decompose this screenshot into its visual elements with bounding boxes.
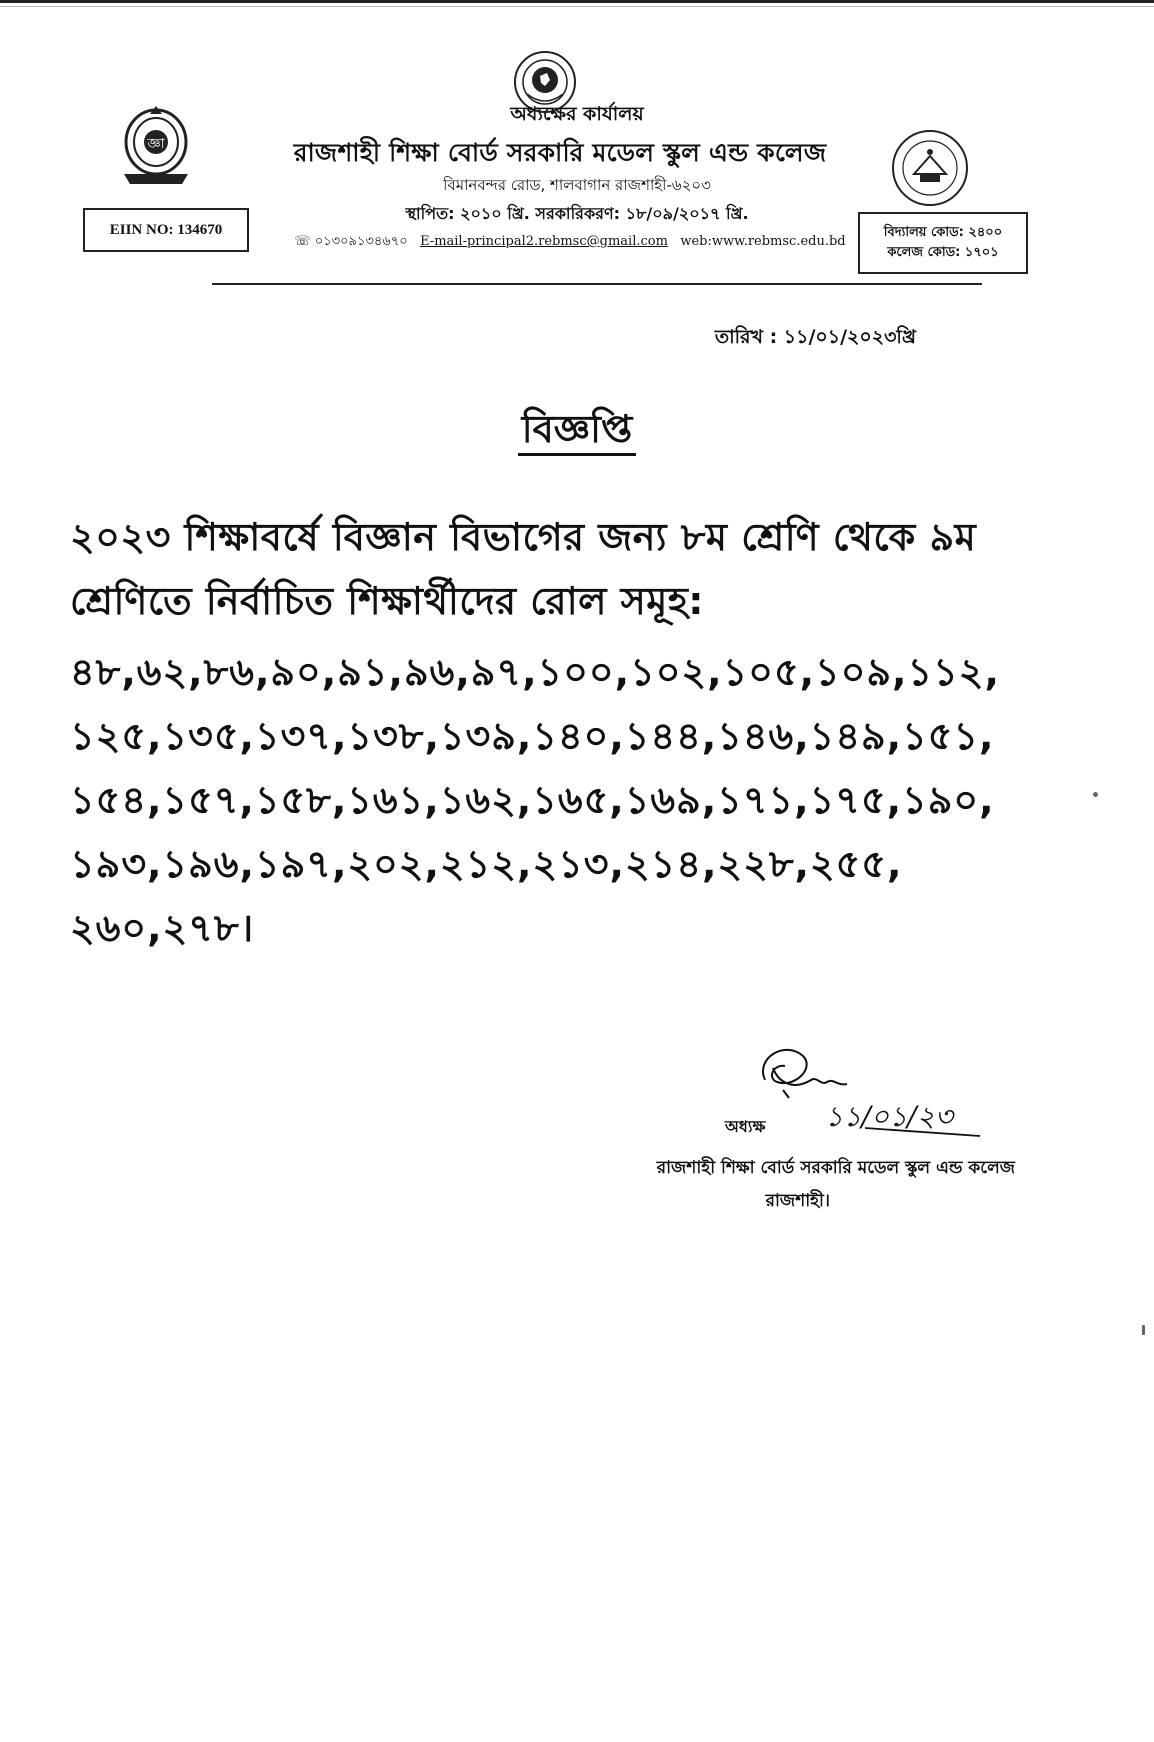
scan-speck bbox=[1093, 792, 1098, 797]
institution-codes-box bbox=[858, 212, 1028, 274]
college-code: কলেজ কোড: ১৭০১ bbox=[887, 245, 999, 260]
scan-edge-line-faint bbox=[0, 6, 1154, 7]
eiin-box bbox=[83, 208, 249, 252]
roll-line: ২৬০,২৭৮। bbox=[70, 906, 255, 950]
scan-edge-line bbox=[0, 0, 1154, 3]
svg-text:জ্ঞা: জ্ঞা bbox=[147, 136, 165, 152]
signature-date: ১১/০১/২৩ bbox=[825, 1100, 953, 1133]
phone-icon: ☏ bbox=[294, 234, 311, 249]
roll-line: ১৯৩,১৯৬,১৯৭,২০২,২১২,২১৩,২১৪,২২৮,২৫৫, bbox=[70, 842, 903, 886]
signatory-city: রাজশাহী। bbox=[765, 1191, 830, 1211]
notice-title-text: বিজ্ঞপ্তি bbox=[518, 407, 637, 456]
notice-date: তারিখ : ১১/০১/২০২৩খ্রি bbox=[714, 326, 916, 348]
school-code: বিদ্যালয় কোড: ২৪০০ bbox=[883, 224, 1003, 240]
eiin-number: EIIN NO: 134670 bbox=[109, 221, 223, 238]
roll-number-list bbox=[70, 640, 1070, 960]
notice-body: ২০২৩ শিক্ষাবর্ষে বিজ্ঞান বিভাগের জন্য ৮ম শ্রেণি থেকে ৯ম শ্রেণিতে নির্বাচিত শিক্ষার্থীদের রোল সমূহ: bbox=[70, 515, 977, 623]
college-address: বিমানবন্দর রোড, শালবাগান রাজশাহী-৬২০৩ bbox=[443, 176, 711, 194]
signatory-organization: রাজশাহী শিক্ষা বোর্ড সরকারি মডেল স্কুল এন্ড কলেজ bbox=[656, 1158, 1015, 1178]
website[interactable]: web:www.rebmsc.edu.bd bbox=[680, 234, 846, 249]
established-info: স্থাপিত: ২০১০ খ্রি. সরকারিকরণ: ১৮/০৯/২০১৭ খ্রি. bbox=[405, 204, 749, 223]
phone-number: ০১৩০৯১৩৪৬৭০ bbox=[314, 234, 408, 249]
email-address[interactable]: E-mail-principal2.rebmsc@gmail.com bbox=[420, 234, 668, 249]
header-divider bbox=[212, 283, 982, 285]
principal-office-heading: অধ্যক্ষের কার্যালয় bbox=[510, 103, 644, 125]
roll-line: ১৫৪,১৫৭,১৫৮,১৬১,১৬২,১৬৫,১৬৯,১৭১,১৭৫,১৯০, bbox=[70, 778, 995, 822]
college-name: রাজশাহী শিক্ষা বোর্ড সরকারি মডেল স্কুল এন্ড কলেজ bbox=[293, 138, 827, 167]
principal-signature bbox=[755, 1038, 985, 1148]
scan-speck bbox=[1142, 1325, 1145, 1335]
roll-line: ১২৫,১৩৫,১৩৭,১৩৮,১৩৯,১৪০,১৪৪,১৪৬,১৪৯,১৫১, bbox=[70, 714, 995, 758]
roll-line: ৪৮,৬২,৮৬,৯০,৯১,৯৬,৯৭,১০০,১০২,১০৫,১০৯,১১২, bbox=[70, 650, 1000, 694]
contact-line bbox=[275, 232, 865, 253]
signatory-designation: অধ্যক্ষ bbox=[725, 1117, 766, 1136]
notice-title bbox=[0, 400, 1154, 464]
